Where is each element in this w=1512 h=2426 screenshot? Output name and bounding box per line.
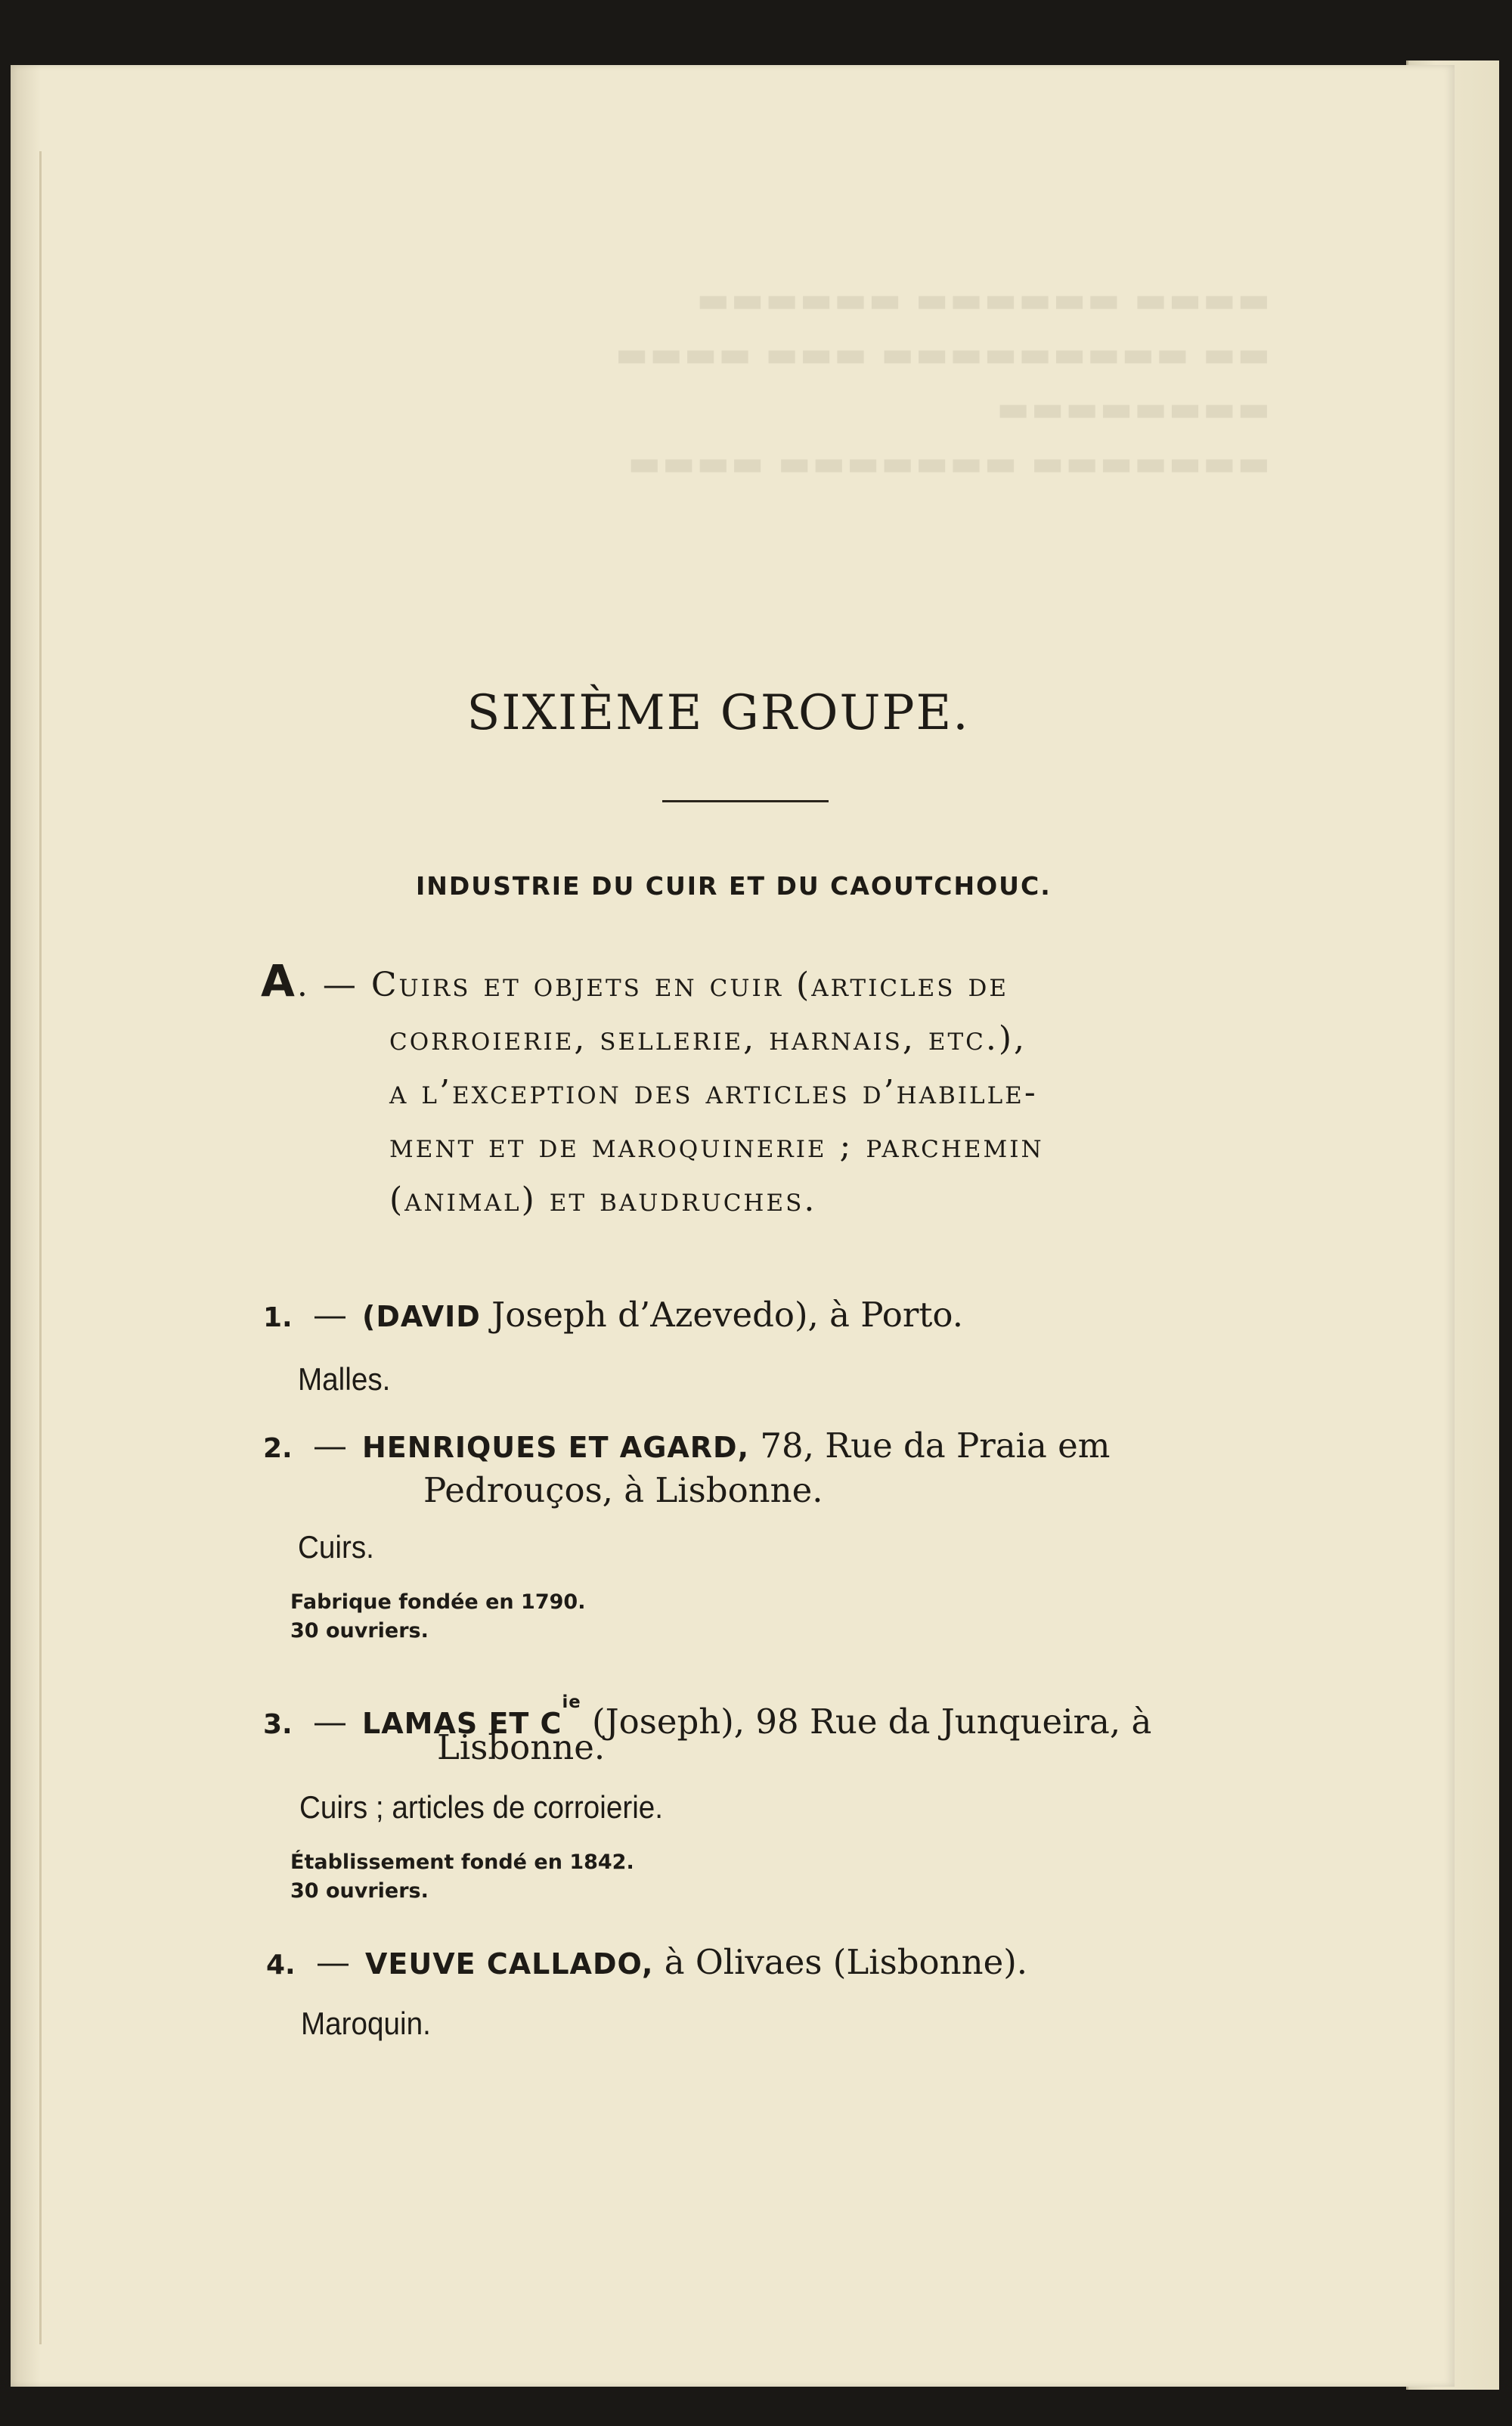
entry-2-address-line-2: Pedrouços, à Lisbonne. xyxy=(423,1470,823,1510)
exhibitor-address: Joseph d’Azevedo), à Porto. xyxy=(480,1295,964,1335)
entry-4-products: Maroquin. xyxy=(301,2006,431,2041)
exhibitor-address: (Joseph), 98 Rue da Junqueira, à xyxy=(581,1702,1152,1742)
category-line-5: (animal) et baudruches. xyxy=(389,1180,817,1219)
entry-4-heading: 4. — VEUVE CALLADO, à Olivaes (Lisbonne). xyxy=(266,1942,1028,1982)
category-letter: A xyxy=(261,955,297,1007)
category-line-1: A. — Cuirs et objets en cuir (articles de xyxy=(261,955,1009,1007)
exhibitor-name: (DAVID xyxy=(362,1300,481,1333)
entry-3-address-line-2: Lisbonne. xyxy=(437,1727,606,1767)
entry-3-heading: 3. — LAMAS ET $C^{ie}$ (Joseph), 98 Rue da Junqueira, à xyxy=(263,1692,1152,1742)
title-divider xyxy=(662,800,829,802)
exhibitor-name: HENRIQUES ET AGARD, xyxy=(362,1431,750,1464)
category-heading xyxy=(261,954,1259,1227)
entry-2-heading: 2. — HENRIQUES ET AGARD, 78, Rue da Praia em xyxy=(263,1426,1111,1466)
category-line-2: corroierie, sellerie, harnais, etc.), xyxy=(389,1019,1027,1058)
exhibitor-name: VEUVE CALLADO, xyxy=(365,1947,654,1981)
exhibitor-address: à Olivaes (Lisbonne). xyxy=(653,1942,1028,1982)
entry-3-note-workers: 30 ouvriers. xyxy=(290,1879,429,1903)
entry-3-products: Cuirs ; articles de corroierie. xyxy=(299,1789,664,1825)
entry-2-note-workers: 30 ouvriers. xyxy=(290,1619,429,1643)
entry-1-heading: 1. — (DAVID Joseph d’Azevedo), à Porto. xyxy=(263,1295,964,1335)
exhibitor-address: 78, Rue da Praia em xyxy=(749,1426,1111,1466)
category-line-4: ment et de maroquinerie ; parchemin xyxy=(389,1127,1044,1165)
exhibitor-name: LAMAS ET $C^{ie}$ xyxy=(362,1692,581,1741)
page-title: SIXIÈME GROUPE. xyxy=(466,685,970,741)
bleed-through-texture: ▬▬▬▬ ▬▬▬▬▬▬ ▬▬▬▬▬▬ ▬▬ ▬▬▬▬▬▬▬▬▬ ▬▬▬ ▬▬▬▬ ▬▬▬▬▬▬▬▬ ▬▬▬▬▬▬▬ ▬▬▬▬▬▬▬ ▬▬▬▬ xyxy=(613,279,1270,483)
entry-2-note-founded: Fabrique fondée en 1790. xyxy=(290,1590,586,1614)
entry-3-note-founded: Établissement fondé en 1842. xyxy=(290,1851,634,1874)
entry-2-products: Cuirs. xyxy=(298,1529,374,1565)
entry-1-products: Malles. xyxy=(298,1361,391,1397)
section-subtitle: INDUSTRIE DU CUIR ET DU CAOUTCHOUC. xyxy=(416,871,1052,901)
category-line-3: a l’exception des articles d’habille- xyxy=(389,1073,1038,1112)
